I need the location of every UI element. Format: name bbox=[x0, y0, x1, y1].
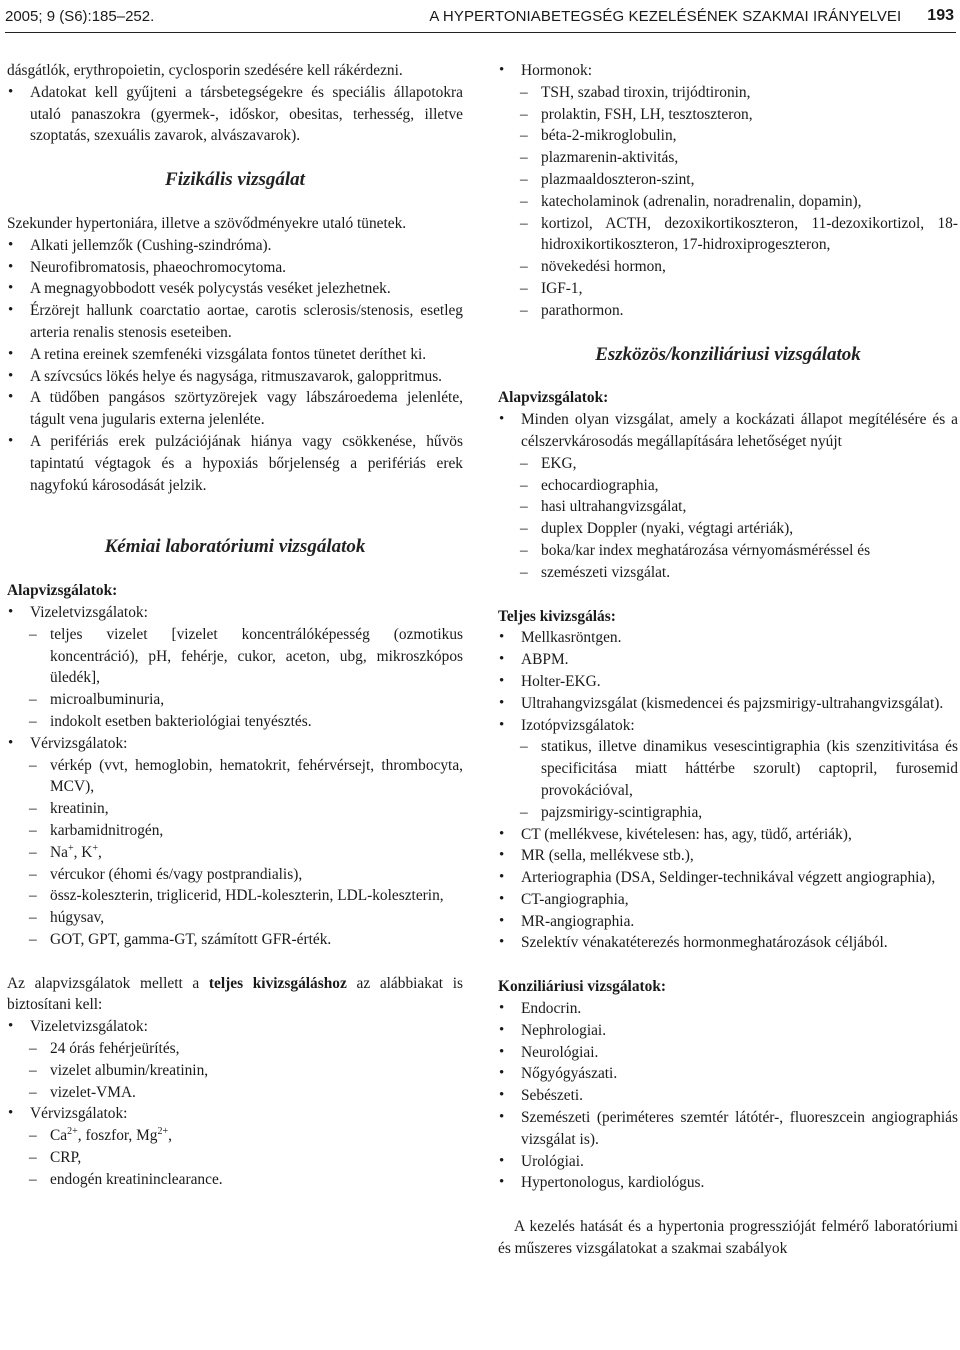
fizikalis-item: • A tüdőben pangásos szörtyzörejek vagy lábszároedema jelenléte, tágult vena jugularis externa jelenléte. bbox=[7, 387, 463, 431]
kemiai-alap-label: Alapvizsgálatok: bbox=[7, 582, 118, 600]
closing-paragraph: A kezelés hatását és a hypertonia progresszióját felmérő laboratóriumi és műszeres vizsgálatokat a szakmai szabályok bbox=[498, 1218, 958, 1258]
konz-item: • Nephrologiai. bbox=[498, 1020, 958, 1042]
konz-item: • Endocrin. bbox=[498, 998, 958, 1020]
konz-item: • Neurológiai. bbox=[498, 1042, 958, 1064]
vizelet2-item: – vizelet albumin/kreatinin, bbox=[7, 1060, 463, 1082]
section-heading-fizikalis: Fizikális vizsgálat bbox=[165, 169, 305, 191]
hormon-item: – plazmarenin-aktivitás, bbox=[498, 147, 958, 169]
ver2-item: – CRP, bbox=[7, 1147, 463, 1169]
hormon-item: – prolaktin, FSH, LH, tesztoszteron, bbox=[498, 104, 958, 126]
teljes-item: • Mellkasröntgen. bbox=[498, 627, 958, 649]
vizelet-item: – indokolt esetben bakteriológiai tenyésztés. bbox=[7, 711, 463, 733]
section-heading-kemiai: Kémiai laboratóriumi vizsgálatok bbox=[104, 536, 366, 558]
teljes-item: • Szelektív vénakatéterezés hormonmeghatározások céljából. bbox=[498, 932, 958, 954]
eszkozos-alap-bullet: • Minden olyan vizsgálat, amely a kockázati állapot megítélésére és a célszervkárosodás megállapítására lehetőséget nyújt bbox=[498, 409, 958, 453]
ver-item: – karbamidnitrogén, bbox=[7, 820, 463, 842]
teljes-item: • MR-angiographia. bbox=[498, 911, 958, 933]
konz-item: • Hypertonologus, kardiológus. bbox=[498, 1172, 958, 1194]
vizelet-label: • Vizeletvizsgálatok: bbox=[7, 602, 463, 624]
ver2-label: • Vérvizsgálatok: bbox=[7, 1103, 463, 1125]
teljes-item: • ABPM. bbox=[498, 649, 958, 671]
eszkozos-alap-item: – szemészeti vizsgálat. bbox=[498, 562, 958, 584]
teljes-item: • CT-angiographia, bbox=[498, 889, 958, 911]
hormon-item: – TSH, szabad tiroxin, trijódtironin, bbox=[498, 82, 958, 104]
hormon-item: – plazmaaldoszteron-szint, bbox=[498, 169, 958, 191]
running-header bbox=[5, 0, 956, 33]
hormon-item: – növekedési hormon, bbox=[498, 256, 958, 278]
vizelet2-item: – vizelet-VMA. bbox=[7, 1082, 463, 1104]
ver-item-electrolytes: – Na+, K+, bbox=[7, 842, 463, 864]
teljes-item: • CT (mellékvese, kivételesen: has, agy, tüdő, artériák), bbox=[498, 824, 958, 846]
vizelet-item: – teljes vizelet [vizelet koncentrálóképesség (ozmotikus koncentráció), pH, fehérje, cukor, aceton, ubg, mikroszkópos üledék], bbox=[7, 624, 463, 689]
konz-label: Konziliáriusi vizsgálatok: bbox=[498, 978, 667, 996]
izotop-label: • Izotópvizsgálatok: bbox=[498, 715, 958, 737]
teljes-item: • Arteriographia (DSA, Seldinger-technikával végzett angiographia), bbox=[498, 867, 958, 889]
ver-item: – húgysav, bbox=[7, 907, 463, 929]
eszkozos-alap-item: – echocardiographia, bbox=[498, 475, 958, 497]
hormon-item: – parathormon. bbox=[498, 300, 958, 322]
vizelet2-item: – 24 órás fehérjeürítés, bbox=[7, 1038, 463, 1060]
konz-item: • Szemészeti (periméteres szemtér látótér-, fluoreszcein angiographiás vizsgálat is). bbox=[498, 1107, 958, 1151]
fizikalis-item: • Alkati jellemzők (Cushing-szindróma). bbox=[7, 235, 463, 257]
left-column bbox=[7, 60, 463, 1191]
fizikalis-intro: Szekunder hypertoniára, illetve a szövődményekre utaló tünetek. bbox=[7, 214, 407, 232]
konz-item: • Nőgyógyászati. bbox=[498, 1063, 958, 1085]
ver-item: – vérkép (vvt, hemoglobin, hematokrit, fehérvérsejt, thrombocyta, MCV), bbox=[7, 755, 463, 799]
konz-item: • Sebészeti. bbox=[498, 1085, 958, 1107]
eszkozos-alap-label: Alapvizsgálatok: bbox=[498, 389, 609, 407]
running-title: A HYPERTONIABETEGSÉG KEZELÉSÉNEK SZAKMAI IRÁNYELVEI bbox=[429, 7, 902, 25]
ver-item: – össz-koleszterin, triglicerid, HDL-koleszterin, LDL-koleszterin, bbox=[7, 885, 463, 907]
eszkozos-alap-item: – duplex Doppler (nyaki, végtagi artériák), bbox=[498, 518, 958, 540]
izotop-item: – pajzsmirigy-scintigraphia, bbox=[498, 802, 958, 824]
teljes-label: Teljes kivizsgálás: bbox=[498, 607, 616, 625]
fizikalis-item: • A szívcsúcs lökés helye és nagysága, ritmuszavarok, galoppritmus. bbox=[7, 366, 463, 388]
right-column bbox=[498, 60, 958, 1260]
intro-bullet: • Adatokat kell gyűjteni a társbetegségekre és speciális állapotokra utaló panaszokra (gyermek-, időskor, obesitas, terhesség, illetve szoptatás, szexuális zavarok, alvászavarok). bbox=[7, 82, 463, 147]
fizikalis-item: • A retina ereinek szemfenéki vizsgálata fontos tünetet deríthet ki. bbox=[7, 344, 463, 366]
eszkozos-alap-item: – hasi ultrahangvizsgálat, bbox=[498, 496, 958, 518]
teljes-item: • Ultrahangvizsgálat (kismedencei és pajzsmirigy-ultrahangvizsgálat). bbox=[498, 693, 958, 715]
section-heading-eszkozos: Eszközös/konziliáriusi vizsgálatok bbox=[595, 343, 861, 365]
teljes-kivizsgalas-intro: Az alapvizsgálatok mellett a teljes kivizsgáláshoz az alábbiakat is biztosítani kell: bbox=[7, 974, 463, 1014]
fizikalis-item: • Érzörejt hallunk coarctatio aortae, carotis sclerosis/stenosis, esetleg arteria renalis stenosis eseteiben. bbox=[7, 300, 463, 344]
eszkozos-alap-item: – EKG, bbox=[498, 453, 958, 475]
vizelet-item: – microalbuminuria, bbox=[7, 689, 463, 711]
ver2-item-minerals: – $Ca^{2+}$, foszfor, $Mg^{2+}$, bbox=[7, 1125, 463, 1147]
ver-item: – kreatinin, bbox=[7, 798, 463, 820]
ver2-item: – endogén kreatininclearance. bbox=[7, 1169, 463, 1191]
ver-item: – vércukor (éhomi és/vagy postprandialis), bbox=[7, 864, 463, 886]
hormon-item: – béta-2-mikroglobulin, bbox=[498, 125, 958, 147]
fizikalis-item: • Neurofibromatosis, phaeochromocytoma. bbox=[7, 257, 463, 279]
hormonok-label: • Hormonok: bbox=[498, 60, 958, 82]
ver-item: – GOT, GPT, gamma-GT, számított GFR-érték. bbox=[7, 929, 463, 951]
teljes-item: • Holter-EKG. bbox=[498, 671, 958, 693]
eszkozos-alap-item: – boka/kar index meghatározása vérnyomásméréssel és bbox=[498, 540, 958, 562]
page-number: 193 bbox=[927, 7, 954, 24]
teljes-item: • MR (sella, mellékvese stb.), bbox=[498, 845, 958, 867]
hormon-item: – kortizol, ACTH, dezoxikortikoszteron, 11-dezoxikortizol, 18-hidroxikortikoszteron, 17-hidroxiprogeszteron, bbox=[498, 213, 958, 257]
konz-item: • Urológiai. bbox=[498, 1151, 958, 1173]
fizikalis-item: • A perifériás erek pulzációjának hiánya vagy csökkenése, hűvös tapintatú végtagok és a hypoxiás bőrjelenség a perifériás erek nagyfokú károsodását jelzik. bbox=[7, 431, 463, 496]
ver-label: • Vérvizsgálatok: bbox=[7, 733, 463, 755]
intro-continuation: dásgátlók, erythropoietin, cyclosporin szedésére kell rákérdezni. bbox=[7, 62, 403, 79]
hormon-item: – IGF-1, bbox=[498, 278, 958, 300]
fizikalis-item: • A megnagyobbodott vesék polycystás veséket jelezhetnek. bbox=[7, 278, 463, 300]
vizelet2-label: • Vizeletvizsgálatok: bbox=[7, 1016, 463, 1038]
izotop-item: – statikus, illetve dinamikus vesescintigraphia (kis szenzitivitása és specificitása miatt háttérbe szorult) captopril, furosemid provokációval, bbox=[498, 736, 958, 801]
journal-reference: 2005; 9 (S6):185–252. bbox=[5, 7, 155, 25]
hormon-item: – katecholaminok (adrenalin, noradrenalin, dopamin), bbox=[498, 191, 958, 213]
